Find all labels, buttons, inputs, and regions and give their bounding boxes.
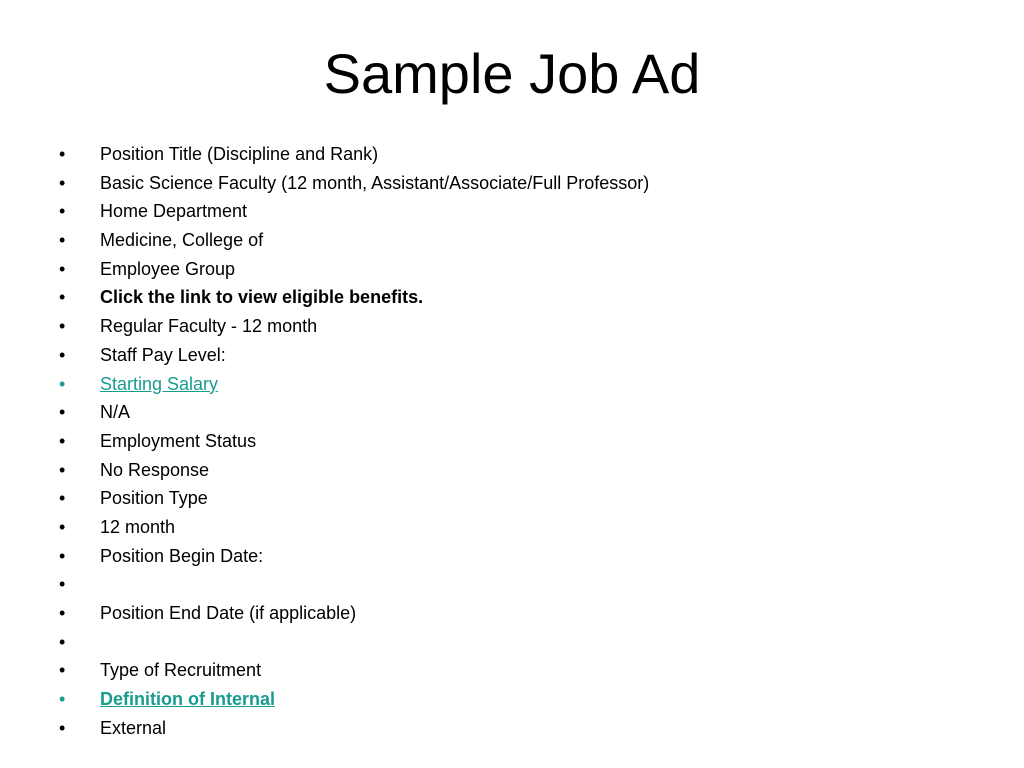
list-item — [0, 570, 1024, 599]
bullet-icon: • — [59, 316, 66, 337]
bullet-icon: • — [59, 631, 66, 652]
bullet-icon: • — [59, 545, 66, 566]
list-item-text: Regular Faculty - 12 month — [100, 316, 318, 337]
benefits-note: Click the link to view eligible benefits. — [100, 287, 424, 308]
bullet-icon: • — [59, 689, 66, 710]
list-item-text: Employee Group — [100, 258, 236, 279]
list-item — [0, 427, 1024, 456]
list-item-text: Position Begin Date: — [100, 545, 264, 566]
list-item — [0, 599, 1024, 628]
list-item — [0, 484, 1024, 513]
list-item-text: N/A — [100, 402, 131, 423]
bullet-icon: • — [59, 201, 66, 222]
list-item — [0, 513, 1024, 542]
bullet-icon: • — [59, 459, 66, 480]
bullet-icon: • — [59, 144, 66, 164]
list-item — [0, 628, 1024, 657]
list-item-text: External — [100, 717, 167, 738]
list-item — [0, 398, 1024, 427]
list-item — [0, 283, 1024, 312]
list-item — [0, 255, 1024, 284]
bullet-icon: • — [59, 717, 66, 738]
list-item — [0, 714, 1024, 743]
bullet-icon: • — [59, 660, 66, 681]
starting-salary-link[interactable]: Starting Salary — [100, 373, 219, 394]
bullet-icon: • — [59, 172, 66, 193]
bullet-icon: • — [59, 516, 66, 537]
list-item — [0, 456, 1024, 485]
list-item-text: Staff Pay Level: — [100, 344, 226, 365]
bullet-icon: • — [59, 344, 66, 365]
list-item — [0, 197, 1024, 226]
list-item-text: Home Department — [100, 201, 248, 222]
list-item — [0, 542, 1024, 571]
list-item-text: No Response — [100, 459, 210, 480]
list-item — [0, 656, 1024, 685]
list-item-text: Type of Recruitment — [100, 660, 262, 681]
bullet-icon: • — [59, 258, 66, 279]
bullet-icon: • — [59, 402, 66, 423]
list-item-link[interactable] — [0, 370, 1024, 399]
list-item-link[interactable] — [0, 685, 1024, 714]
list-item-text: Basic Science Faculty (12 month, Assistant/Associate/Full Professor) — [100, 172, 650, 193]
list-item-text: Employment Status — [100, 430, 257, 451]
list-item — [0, 226, 1024, 255]
bullet-icon: • — [59, 488, 66, 509]
bullet-icon: • — [59, 373, 66, 394]
bullet-icon: • — [59, 603, 66, 623]
list-item-text: Position Title (Discipline and Rank) — [100, 144, 379, 164]
bullet-icon: • — [59, 574, 66, 595]
list-item-text: Medicine, College of — [100, 230, 264, 251]
list-item-text: Position Type — [100, 488, 208, 509]
list-item-text: 12 month — [100, 516, 176, 537]
bullet-icon: • — [59, 287, 66, 308]
list-item — [0, 140, 1024, 169]
bullet-icon: • — [59, 230, 66, 251]
list-item — [0, 341, 1024, 370]
bullet-list — [0, 140, 1024, 742]
list-item — [0, 169, 1024, 198]
definition-of-internal-link[interactable]: Definition of Internal — [100, 689, 275, 710]
list-item-text: Position End Date (if applicable) — [100, 603, 357, 623]
list-item — [0, 312, 1024, 341]
bullet-icon: • — [59, 430, 66, 451]
page-title: Sample Job Ad — [323, 42, 701, 105]
